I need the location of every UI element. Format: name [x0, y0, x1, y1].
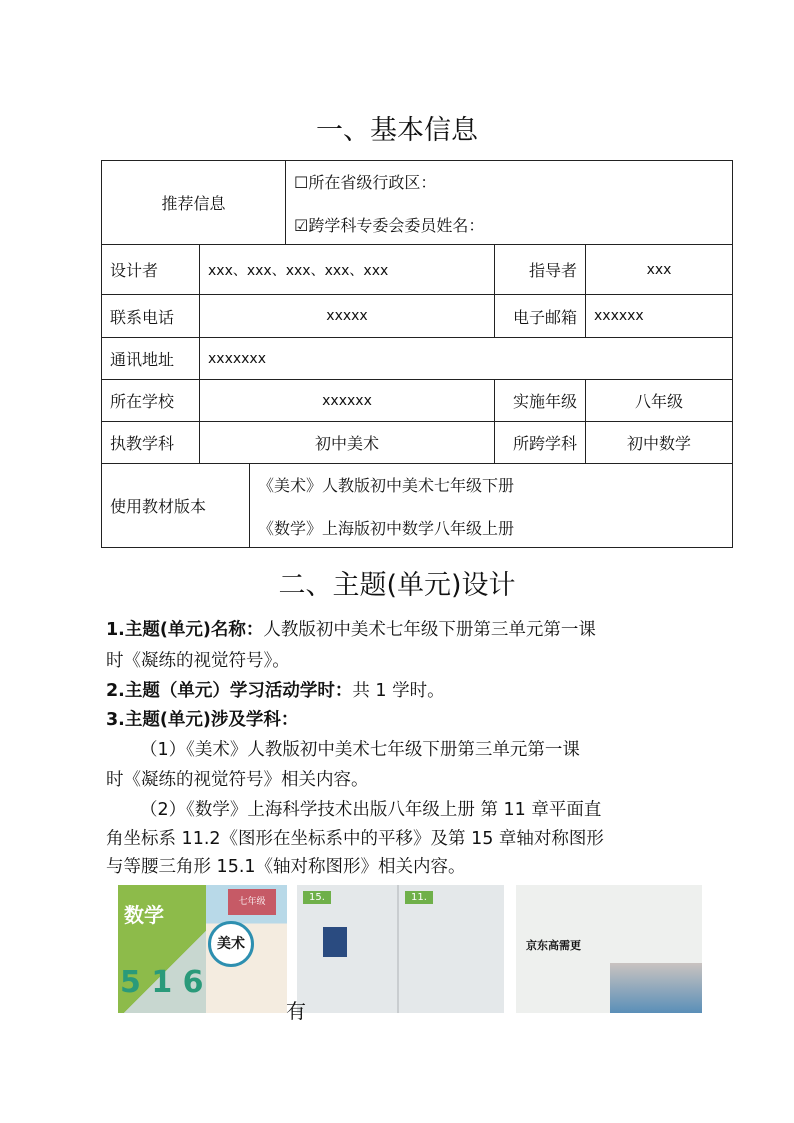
subject-value: 初中美术 [199, 421, 495, 464]
address-value: xxxxxxx [199, 337, 733, 380]
art-cover-title: 美术 [208, 921, 254, 967]
item1-text: 人教版初中美术七年级下册第三单元第一课 [263, 620, 596, 640]
math-cover-title: 数学 [124, 903, 164, 927]
designer-label: 设计者 [101, 244, 200, 295]
art-textbook-pages-photo [516, 885, 702, 1013]
committee-checkbox-option[interactable]: ☑跨学科专委会委员姓名： [294, 215, 485, 235]
school-label: 所在学校 [101, 379, 200, 422]
item1-continued: 时《凝练的视觉符号》。 [106, 651, 290, 671]
designer-value: xxx、xxx、xxx、xxx、xxx [199, 244, 495, 295]
grade-value: 八年级 [585, 379, 733, 422]
cross-subject-label: 所跨学科 [494, 421, 586, 464]
advisor-label: 指导者 [494, 244, 586, 295]
item2-label: 2.主题（单元）学习活动学时： [106, 681, 353, 701]
phone-label: 联系电话 [101, 294, 200, 338]
recommend-label: 推荐信息 [101, 160, 286, 245]
sub1-line2: 时《凝练的视觉符号》相关内容。 [106, 770, 369, 790]
item3-label: 3.主题(单元)涉及学科： [106, 710, 299, 730]
section-title-basic-info: 一、基本信息 [316, 115, 478, 146]
math-chapter-15: 15. [303, 891, 331, 904]
email-label: 电子邮箱 [494, 294, 586, 338]
section-title-theme-design: 二、主题(单元)设计 [278, 570, 516, 601]
overlapped-text-fragment: 有 [286, 999, 306, 1023]
sub2-line1: （2）《数学》上海科学技术出版八年级上册 第 11 章平面直 [140, 800, 602, 820]
school-value: xxxxxx [199, 379, 495, 422]
math-chapter-11: 11. [405, 891, 433, 904]
item2-text: 共 1 学时。 [352, 681, 445, 701]
sub1-line1: （1）《美术》人教版初中美术七年级下册第三单元第一课 [140, 740, 580, 760]
advisor-value: xxx [585, 244, 733, 295]
textbook-covers-photo: 数学 七年级 美术 5 1 6 [118, 885, 287, 1013]
recommend-options [285, 160, 733, 245]
province-checkbox-option[interactable]: ☐所在省级行政区： [294, 172, 437, 192]
textbook-art: 《美术》人教版初中美术七年级下册 [258, 475, 515, 495]
grade-label: 实施年级 [494, 379, 586, 422]
cross-subject-value: 初中数学 [585, 421, 733, 464]
math-textbook-pages-photo [297, 885, 504, 1013]
textbook-math: 《数学》上海版初中数学八年级上册 [258, 518, 515, 538]
art-page-calligraphy: 京东高需更 [526, 939, 581, 952]
sub2-line2: 角坐标系 11.2《图形在坐标系中的平移》及第 15 章轴对称图形 [106, 829, 604, 849]
subject-label: 执教学科 [101, 421, 200, 464]
sub2-line3: 与等腰三角形 15.1《轴对称图形》相关内容。 [106, 857, 466, 877]
textbook-label: 使用教材版本 [101, 463, 250, 548]
art-cover-grade: 七年级 [228, 889, 276, 915]
address-label: 通讯地址 [101, 337, 200, 380]
textbook-list [249, 463, 733, 548]
email-value: xxxxxx [585, 294, 733, 338]
item1-label: 1.主题(单元)名称： [106, 620, 264, 640]
phone-value: xxxxx [199, 294, 495, 338]
